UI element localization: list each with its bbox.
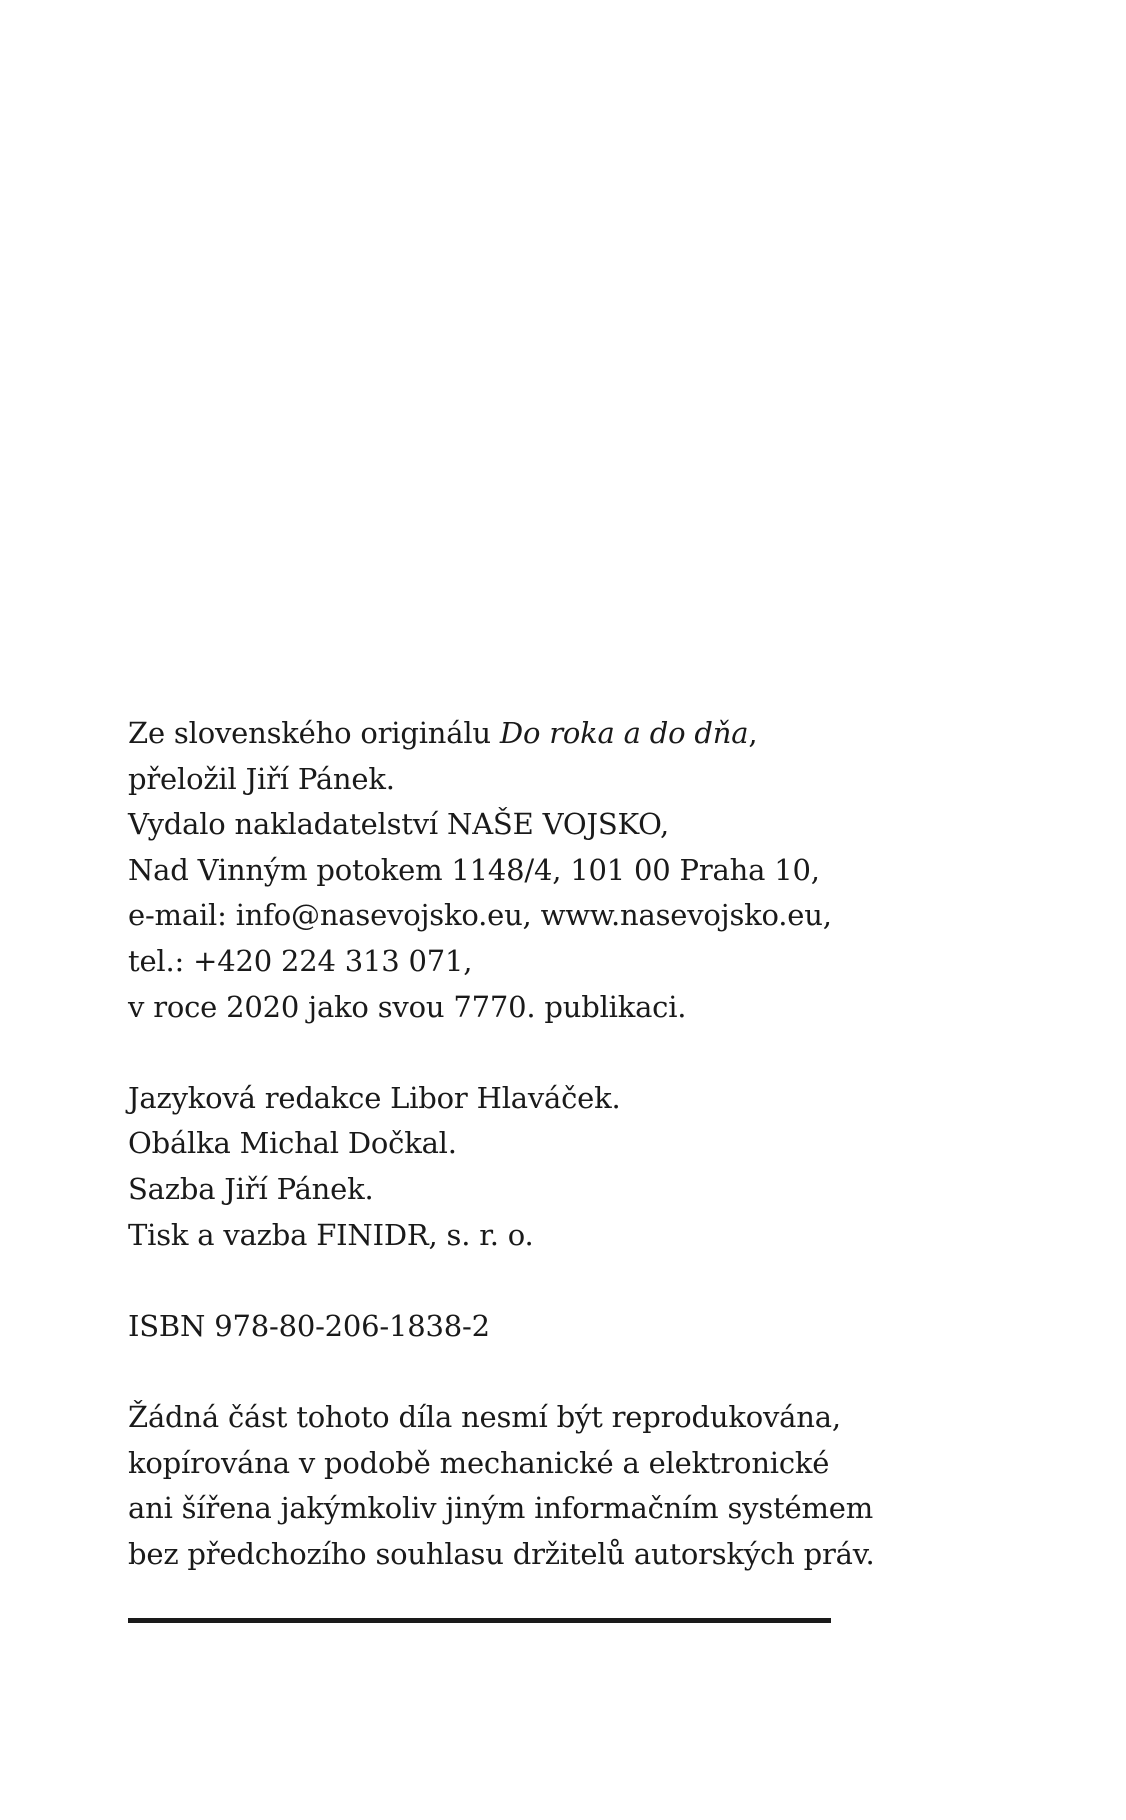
phone-line: tel.: +420 224 313 071, <box>128 943 473 978</box>
copyright-line-1: Žádná část tohoto díla nesmí být reprodukována, <box>128 1399 841 1434</box>
credit-printing: Tisk a vazba FINIDR, s. r. o. <box>128 1217 534 1252</box>
copyright-notice <box>128 1395 875 1577</box>
publisher-line: Vydalo nakladatelství NAŠE VOJSKO, <box>128 807 670 842</box>
original-source-line <box>128 711 848 757</box>
copyright-line-2: kopírována v podobě mechanické a elektronické <box>128 1445 830 1480</box>
translator-line: přeložil Jiří Pánek. <box>128 761 395 796</box>
imprint-text <box>128 711 875 1577</box>
year-line: v roce 2020 jako svou 7770. publikaci. <box>128 989 687 1024</box>
original-title: Do roka a do dňa <box>499 716 749 750</box>
credit-cover: Obálka Michal Dočkal. <box>128 1126 457 1161</box>
original-source-suffix: , <box>748 716 758 750</box>
credit-typesetting: Sazba Jiří Pánek. <box>128 1171 374 1206</box>
bottom-divider <box>128 1618 831 1623</box>
credits <box>128 1076 848 1258</box>
contact-line: e-mail: info@nasevojsko.eu, www.nasevojsko.eu, <box>128 898 832 933</box>
isbn-block <box>128 1304 848 1350</box>
publication-info <box>128 711 848 1030</box>
isbn: ISBN 978-80-206-1838-2 <box>128 1308 490 1343</box>
address-line: Nad Vinným potokem 1148/4, 101 00 Praha 10, <box>128 852 820 887</box>
copyright-line-3: ani šířena jakýmkoliv jiným informačním systémem <box>128 1491 874 1526</box>
original-source-prefix: Ze slovenského originálu <box>128 716 500 750</box>
copyright-line-4: bez předchozího souhlasu držitelů autorských práv. <box>128 1536 875 1571</box>
credit-editor: Jazyková redakce Libor Hlaváček. <box>128 1080 621 1115</box>
